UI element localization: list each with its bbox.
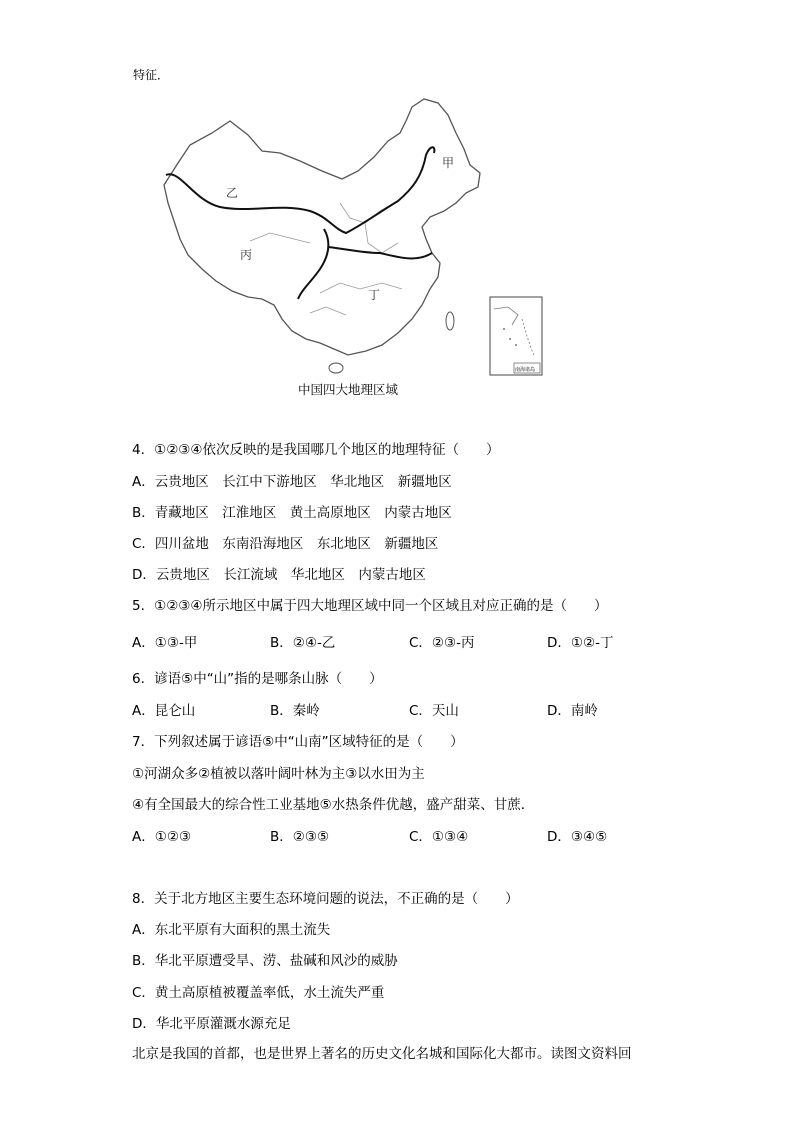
q4-option-d: D．云贵地区 长江流域 华北地区 内蒙古地区 xyxy=(132,567,426,583)
hainan-island xyxy=(329,363,343,373)
q6-option-b: B．秦岭 xyxy=(270,703,320,719)
region-label-ding: 丁 xyxy=(368,288,381,302)
q6-option-a: A．昆仑山 xyxy=(132,703,196,719)
q6-option-d: D．南岭 xyxy=(547,703,598,719)
boundary-qinling-huaihe xyxy=(328,247,432,258)
q7-option-a: A．①②③ xyxy=(132,829,192,845)
south-china-sea-inset xyxy=(490,297,542,375)
q5-stem: 5．①②③④所示地区中属于四大地理区域中同一个区域且对应正确的是（ ） xyxy=(132,598,608,614)
boundary-north-northwest xyxy=(166,147,434,233)
region-label-jia: 甲 xyxy=(442,156,455,170)
q4-stem: 4．①②③④依次反映的是我国哪几个地区的地理特征（ ） xyxy=(132,442,500,458)
q7-option-c: C．①③④ xyxy=(409,829,469,845)
q7-statement-line-1: ①河湖众多②植被以落叶阔叶林为主③以水田为主 xyxy=(132,766,425,782)
q7-option-b: B．②③⑤ xyxy=(270,829,330,845)
q7-statement-line-2: ④有全国最大的综合性工业基地⑤水热条件优越，盛产甜菜、甘蔗． xyxy=(132,797,535,813)
region-label-bing: 丙 xyxy=(240,248,253,262)
q8-option-a: A．东北平原有大面积的黑土流失 xyxy=(132,922,331,938)
q6-option-c: C．天山 xyxy=(409,703,459,719)
q8-option-b: B．华北平原遭受旱、涝、盐碱和风沙的威胁 xyxy=(132,953,398,969)
q5-option-d: D．①②-丁 xyxy=(547,635,614,651)
boundary-qinghai-tibet-east xyxy=(298,229,328,299)
q7-option-d: D．③④⑤ xyxy=(547,829,608,845)
q4-option-b: B．青藏地区 江淮地区 黄土高原地区 内蒙古地区 xyxy=(132,505,452,521)
q5-option-b: B．②④-乙 xyxy=(270,635,336,651)
q4-option-a: A．云贵地区 长江中下游地区 华北地区 新疆地区 xyxy=(132,474,452,490)
region-label-yi: 乙 xyxy=(226,186,239,200)
china-outline xyxy=(164,99,480,355)
map-svg xyxy=(150,93,550,378)
header-fragment: 特征． xyxy=(133,68,170,82)
q4-option-c: C．四川盆地 东南沿海地区 东北地区 新疆地区 xyxy=(132,536,439,552)
q5-option-a: A．①③-甲 xyxy=(132,635,198,651)
q8-option-c: C．黄土高原植被覆盖率低，水土流失严重 xyxy=(132,985,385,1001)
q5-option-c: C．②③-丙 xyxy=(409,635,475,651)
q6-stem: 6．谚语⑤中“山”指的是哪条山脉（ ） xyxy=(132,671,383,687)
china-regions-map xyxy=(150,93,550,378)
q8-option-d: D．华北平原灌溉水源充足 xyxy=(132,1016,291,1032)
q7-stem: 7．下列叙述属于谚语⑤中“山南”区域特征的是（ ） xyxy=(132,734,464,750)
map-caption: 中国四大地理区域 xyxy=(298,382,399,397)
q8-stem: 8．关于北方地区主要生态环境问题的说法，不正确的是（ ） xyxy=(132,891,519,907)
taiwan-island xyxy=(446,312,454,330)
passage-intro: 北京是我国的首都，也是世界上著名的历史文化名城和国际化大都市。读图文资料回 xyxy=(132,1046,632,1062)
inset-label: 南海诸岛 xyxy=(515,367,536,373)
